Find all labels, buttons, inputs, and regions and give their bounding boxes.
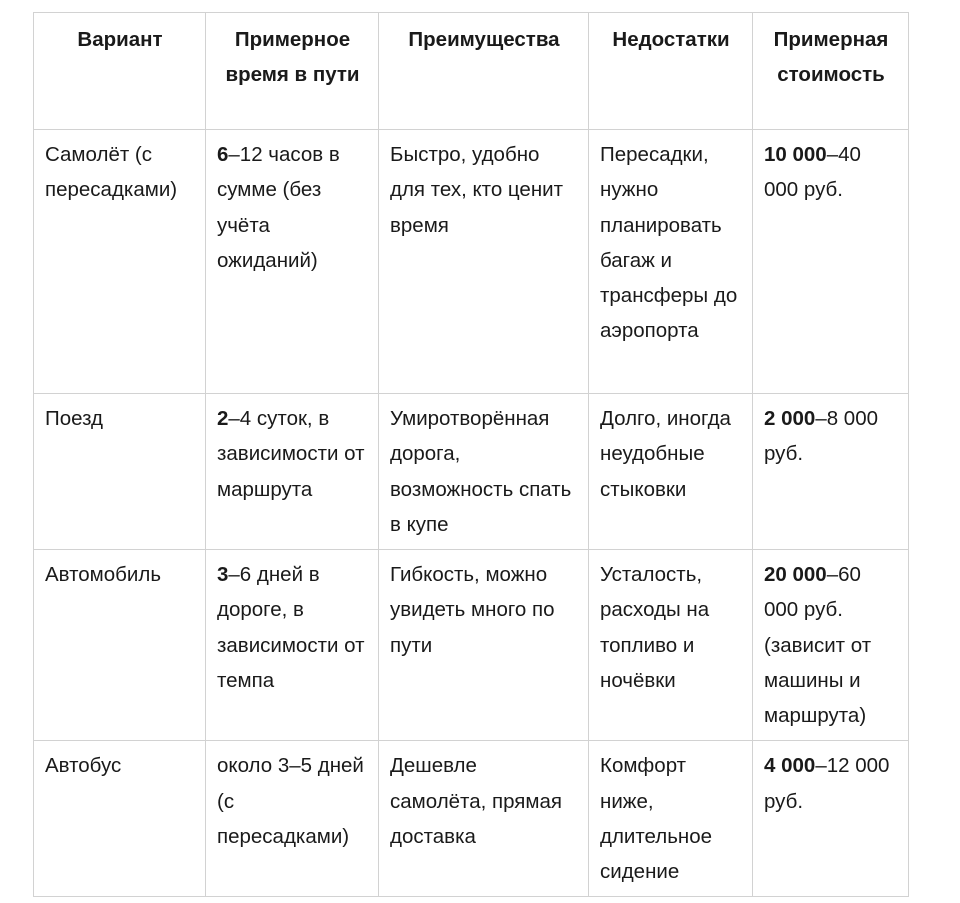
- cell-option: [34, 130, 206, 394]
- cell-cost: [753, 550, 909, 741]
- travel-time-rest: –6 дней в дороге, в зависимости от темпа: [217, 563, 365, 692]
- option-name: Автомобиль: [45, 563, 162, 586]
- cell-drawbacks: [589, 130, 753, 394]
- column-header-advantages: Преимущества: [379, 13, 589, 130]
- advantages-text: Быстро, удобно для тех, кто ценит время: [390, 143, 563, 237]
- option-name: Автобус: [45, 754, 122, 778]
- cell-advantages: [379, 394, 589, 550]
- column-header-travel-time: Примерное время в пути: [206, 13, 379, 130]
- cell-travel-time: [206, 394, 379, 550]
- cell-option: [34, 550, 206, 741]
- cost-rest: –40 000 руб.: [764, 143, 861, 202]
- cell-cost: [753, 394, 909, 550]
- cell-advantages: [379, 741, 589, 897]
- cost-lead: 20 000: [764, 563, 827, 586]
- cell-cost: [753, 741, 909, 897]
- column-header-drawbacks: Недостатки: [589, 13, 753, 130]
- table-body: [34, 130, 909, 897]
- table-header: [34, 13, 909, 130]
- travel-time-lead: 6: [217, 143, 229, 166]
- travel-time-lead: 3: [217, 563, 229, 586]
- cell-travel-time: [206, 550, 379, 741]
- travel-time-rest: около 3–5 дней (с пересадками): [217, 754, 364, 848]
- travel-time-lead: 2: [217, 407, 229, 430]
- table-row: [34, 741, 909, 897]
- comparison-table-container: [33, 12, 908, 897]
- cell-advantages: [379, 550, 589, 741]
- advantages-text: Дешевле самолёта, прямая доставка: [390, 754, 562, 848]
- cost-rest: –12 000 руб.: [764, 754, 890, 813]
- table-row: [34, 130, 909, 394]
- drawbacks-text: Комфорт ниже, длительное сидение: [600, 754, 713, 883]
- cell-cost: [753, 130, 909, 394]
- cost-lead: 10 000: [764, 143, 827, 166]
- table-row: [34, 394, 909, 550]
- option-name: Самолёт (с пересадками): [45, 143, 178, 202]
- advantages-text: Умиротворённая дорога, возможность спать в купе: [390, 407, 572, 536]
- table-row: [34, 550, 909, 741]
- cell-drawbacks: [589, 741, 753, 897]
- cost-lead: 2 000: [764, 407, 816, 430]
- cost-rest: –8 000 руб.: [764, 407, 879, 466]
- travel-options-comparison-table: [33, 12, 909, 897]
- column-header-cost: Примерная стоимость: [753, 13, 909, 130]
- cost-rest: –60 000 руб. (зависит от машины и маршрута): [764, 563, 872, 727]
- advantages-text: Гибкость, можно увидеть много по пути: [390, 563, 555, 657]
- option-name: Поезд: [45, 407, 103, 430]
- cell-travel-time: [206, 741, 379, 897]
- cost-lead: 4 000: [764, 754, 816, 778]
- cell-travel-time: [206, 130, 379, 394]
- drawbacks-text: Пересадки, нужно планировать багаж и трансферы до аэропорта: [600, 143, 738, 343]
- cell-advantages: [379, 130, 589, 394]
- cell-option: [34, 741, 206, 897]
- cell-option: [34, 394, 206, 550]
- drawbacks-text: Усталость, расходы на топливо и ночёвки: [600, 563, 710, 692]
- travel-time-rest: –4 суток, в зависимости от маршрута: [217, 407, 365, 501]
- column-header-option: Вариант: [34, 13, 206, 130]
- cell-drawbacks: [589, 550, 753, 741]
- table-header-row: [34, 13, 909, 130]
- cell-drawbacks: [589, 394, 753, 550]
- drawbacks-text: Долго, иногда неудобные стыковки: [600, 407, 731, 501]
- travel-time-rest: –12 часов в сумме (без учёта ожиданий): [217, 143, 340, 272]
